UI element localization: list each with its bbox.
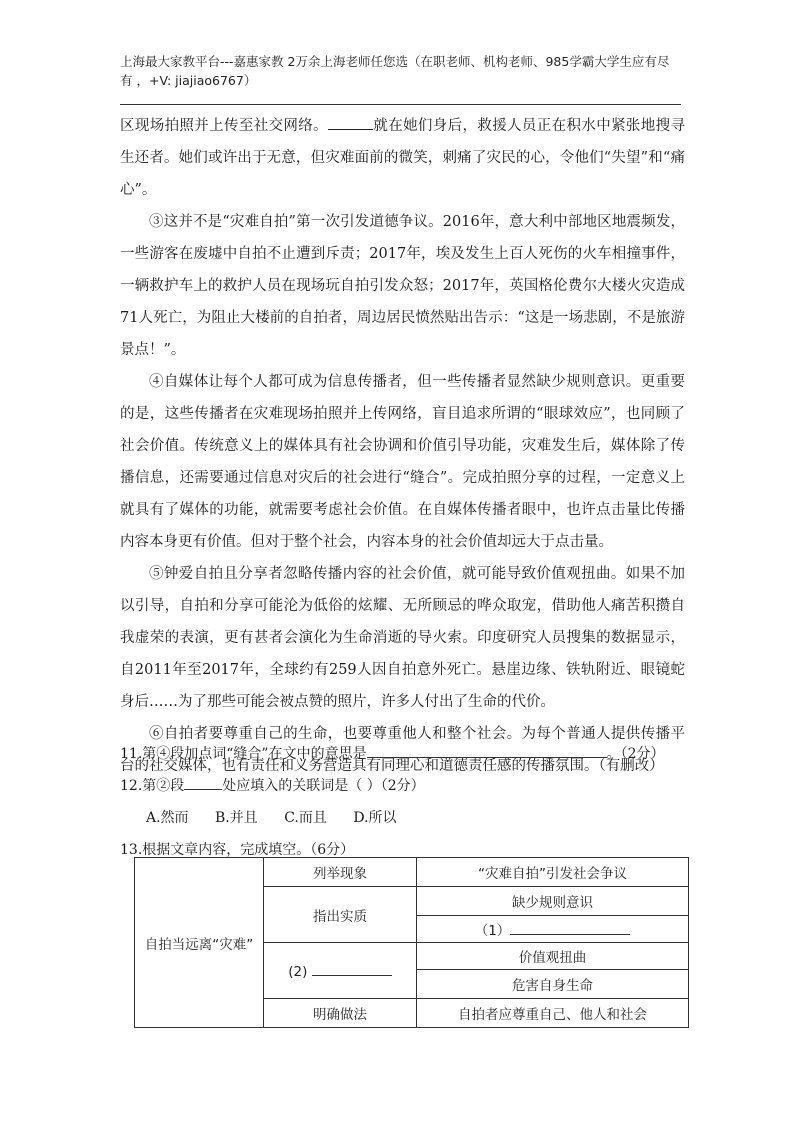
paragraph-5: ⑤钟爱自拍且分享者忽略传播内容的社会价值，就可能导致价值观扭曲。如果不加以引导，自拍和分享可能沦为低俗的炫耀、无所顾忌的哗众取宠，借助他人痛苦积攒自我虚荣的表演，更有甚者会演化为生命消逝的导火索。印度研究人员搜集的数据显示，自2011年至2017年，全球约有259人因自拍意外死亡。悬崖边缘、铁轨附近、眼镜蛇身后……为了那些可能会被点赞的照片，许多人付出了生命的代价。 [120, 566, 685, 710]
q12-options [120, 802, 685, 834]
row-value-list-phenomena: “灾难自拍”引发社会争议 [417, 858, 689, 887]
option-b[interactable]: B.并且 [215, 810, 258, 826]
page-header [120, 52, 680, 90]
row-value-distorted-values: 价值观扭曲 [417, 943, 689, 970]
paragraph-4: ④自媒体让每个人都可成为信息传播者，但一些传播者显然缺少规则意识。更重要的是，这些传播者在灾难现场拍照并上传网络，盲目追求所谓的“眼球效应”，也同顾了社会价值。传统意义上的媒体具有社会协调和价值引导功能，灾难发生后，媒体除了传播信息，还需要通过信息对灾后的社会进行“缝合”。完成拍照分享的过程，一定意义上就具有了媒体的功能，就需要考虑社会价值。在自媒体传播者眼中，也许点击量比传播内容本身更有价值。但对于整个社会，内容本身的社会价值却远大于点击量。 [120, 374, 685, 550]
q11-stem: 11.第④段加点词“缝合”在文中的意思是 [120, 746, 367, 762]
reading-passage [120, 110, 685, 782]
p2-part-b: 就在她们身后，救援人员正在积水中紧张地搜寻生还者。她们或许出于无意，但灾难面前的微笑，刺痛了灾民的心，令他们“失望”和“痛心”。 [120, 118, 685, 198]
paragraph-6: ⑥自拍者要尊重自己的生命，也要尊重他人和整个社会。为每个普通人提供传播平台的社交媒体，也有责任和义务营造具有同理心和道德责任感的传播氛围。（有删改） [120, 726, 685, 774]
row-label-clear-approach: 明确做法 [264, 999, 417, 1028]
option-a[interactable]: A.然而 [146, 810, 189, 826]
paragraph-3: ③这并不是“灾难自拍”第一次引发道德争议。2016年，意大利中部地区地震频发，一些游客在废墟中自拍不止遭到斥责；2017年，埃及发生上百人死伤的火车相撞事件，一辆救护车上的救护人员在现场玩自拍引发众怒；2017年，英国格伦费尔大楼火灾造成71人死亡，为阻止大楼前的自拍者，周边居民愤然贴出告示：“这是一场悲剧，不是旅游景点！”。 [120, 214, 685, 358]
row-label-blank-2 [264, 943, 417, 999]
row-label-essence: 指出实质 [264, 887, 417, 943]
table-main-label: 自拍当远离“灾难” [135, 858, 264, 1028]
header-line-1: 上海最大家教平台---嘉惠家教 2万余上海老师任您选（在职老师、机构老师、985学霸大学生应有尽 [120, 54, 670, 69]
blank-1-field[interactable] [510, 920, 630, 935]
q12-stem-b: 处应填入的关联词是（ ）（2分） [222, 778, 425, 794]
connective-blank [328, 115, 373, 130]
option-c[interactable]: C.而且 [284, 810, 327, 826]
header-divider [120, 104, 681, 105]
summary-table [134, 857, 689, 1028]
row-value-endanger-life: 危害自身生命 [417, 970, 689, 999]
option-d[interactable]: D.所以 [353, 810, 397, 826]
row-label-list-phenomena: 列举现象 [264, 858, 417, 887]
paragraph-2-continued [120, 110, 685, 206]
blank-2-field[interactable] [312, 961, 392, 976]
q12-stem-a: 12.第②段 [120, 778, 185, 794]
p2-part-a: 区现场拍照并上传至社交网络。 [120, 118, 328, 134]
questions-section [120, 738, 685, 866]
row-value-rule-awareness: 缺少规则意识 [417, 887, 689, 916]
q11-answer-blank[interactable] [367, 741, 607, 758]
row-value-respect: 自拍者应尊重自己、他人和社会 [417, 999, 689, 1028]
q11-score: 。（2分） [606, 746, 665, 762]
question-13: 13.根据文章内容，完成填空。（6分） [120, 842, 355, 858]
row-value-blank-1 [417, 916, 689, 943]
question-12 [120, 770, 685, 802]
blank-2-label: (2) [288, 964, 308, 980]
blank-1-label: （1） [474, 923, 511, 939]
question-11 [120, 738, 685, 770]
header-line-2: 有 ，+V: jiajiao6767） [120, 73, 257, 88]
q12-inline-blank [184, 775, 222, 790]
